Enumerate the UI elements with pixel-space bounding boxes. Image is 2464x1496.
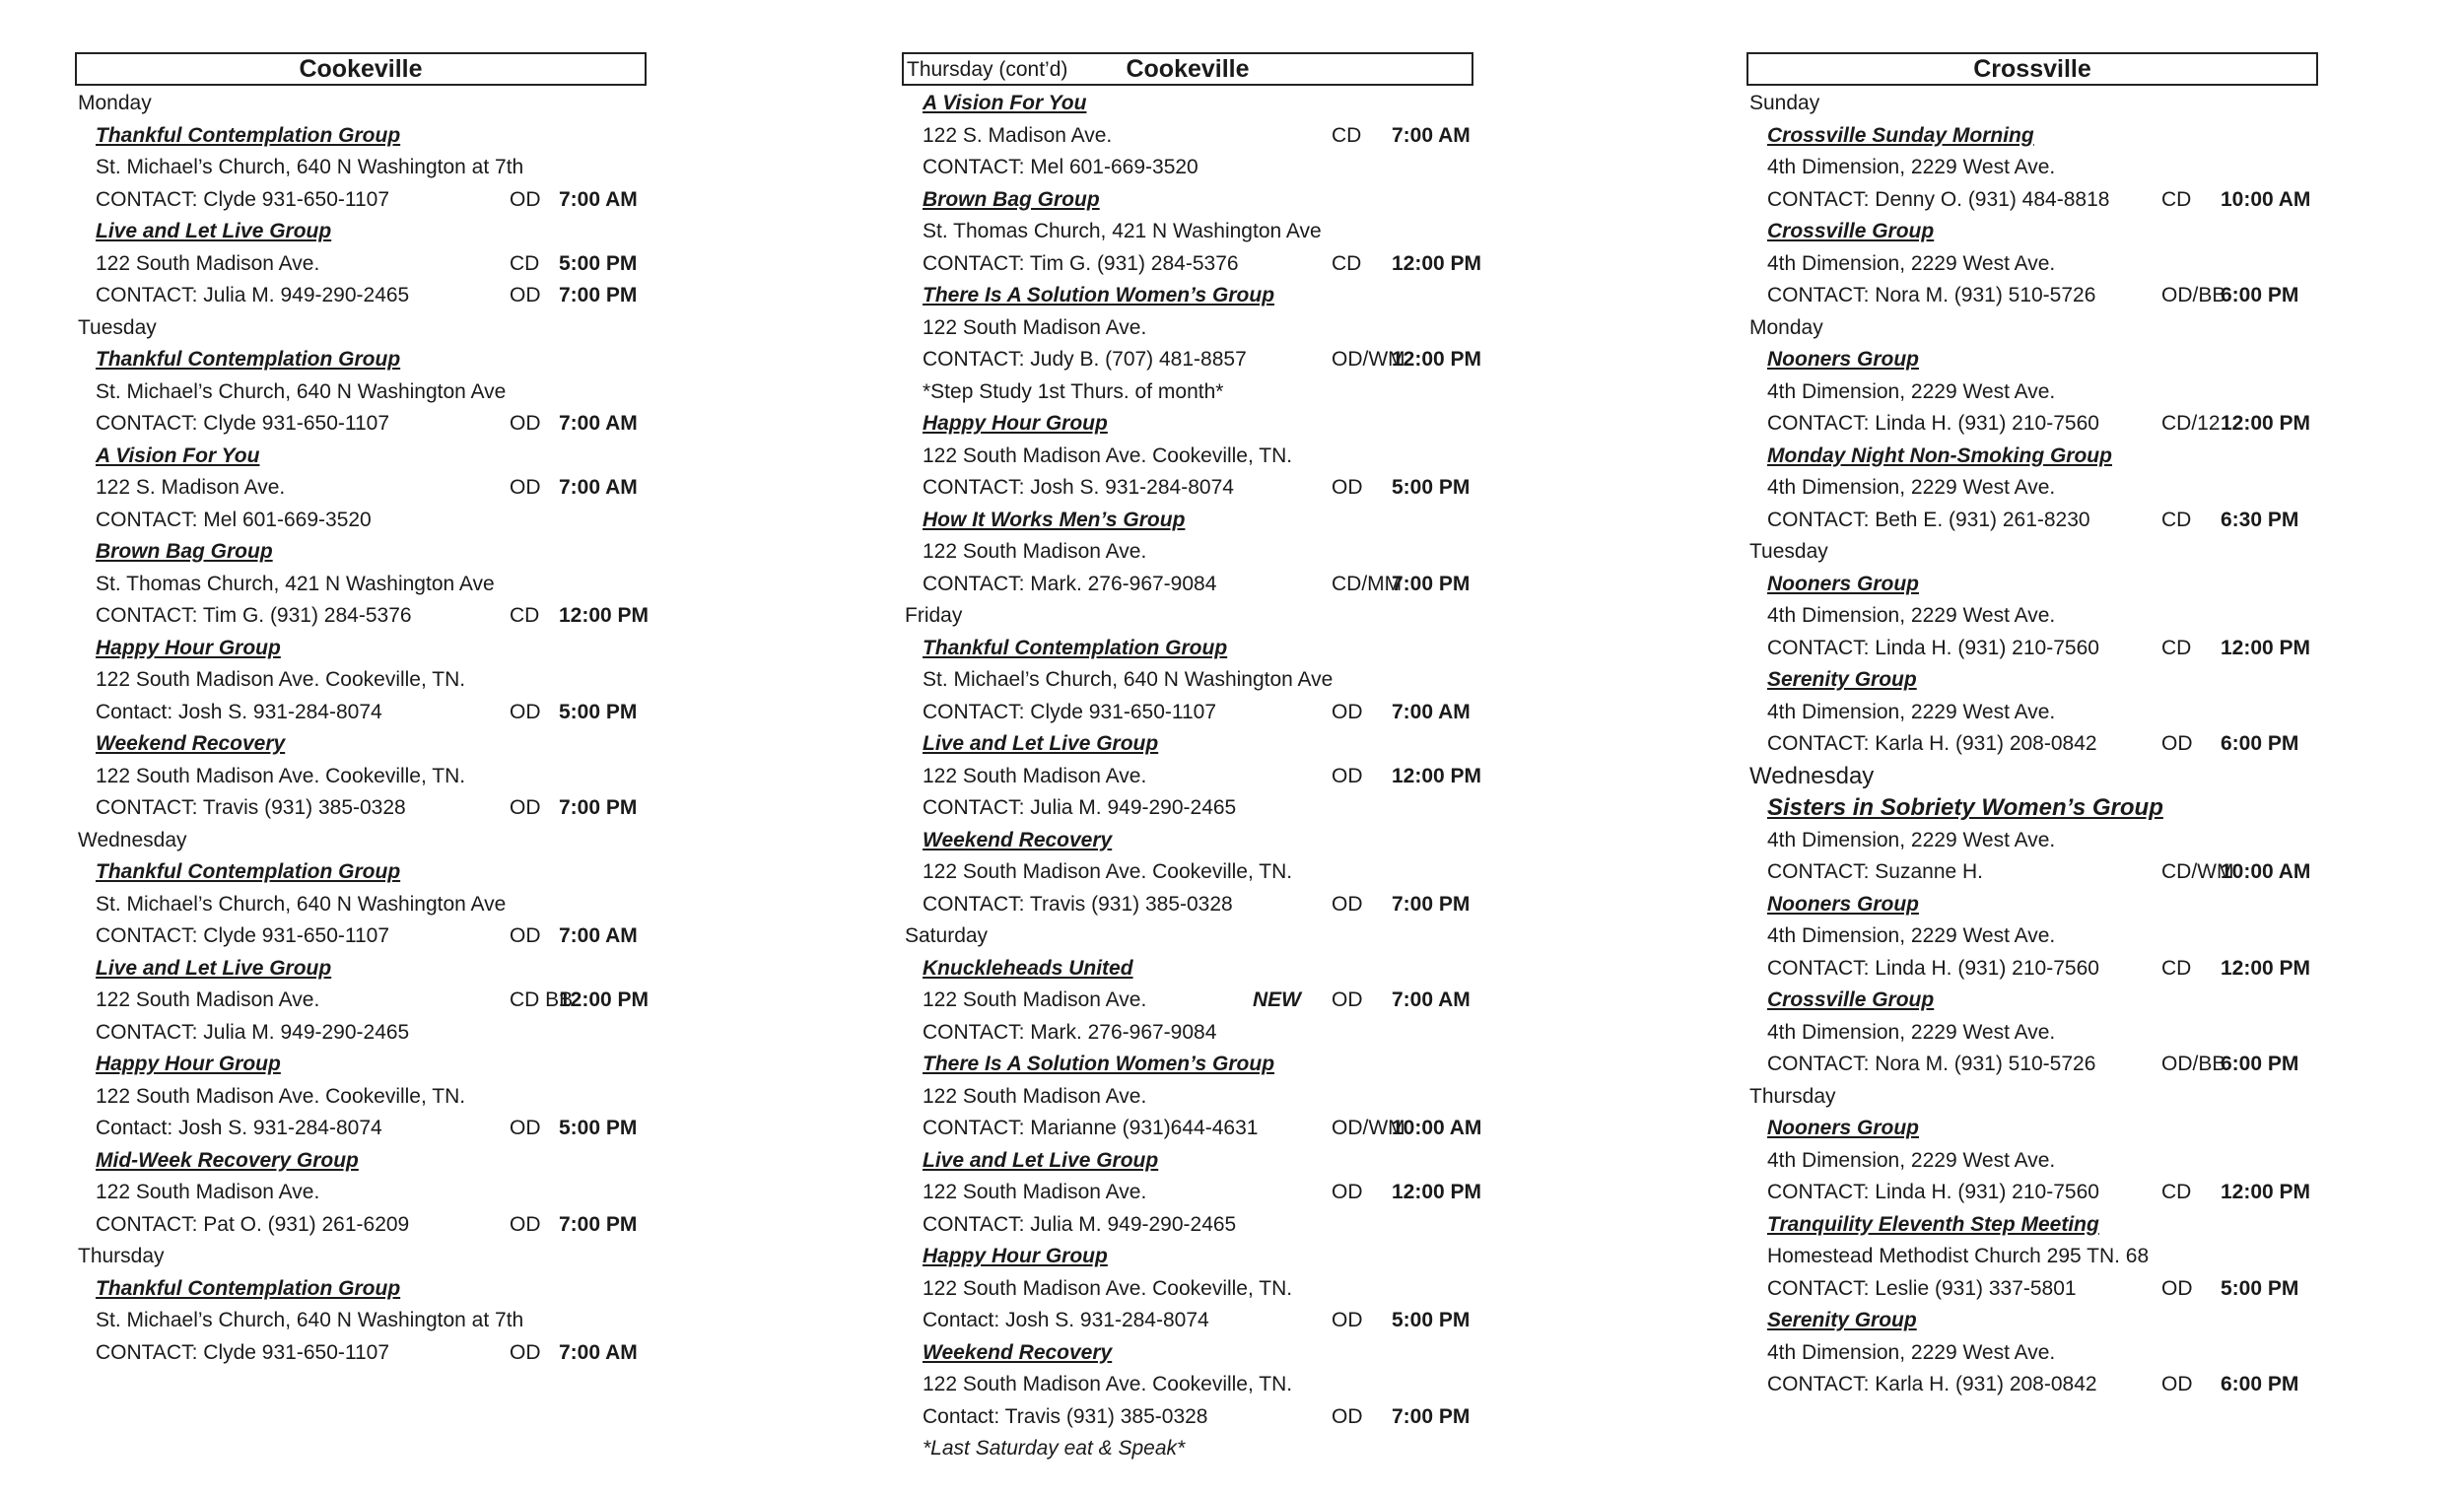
meeting-detail: [923, 761, 1482, 793]
meeting-type: OD: [1332, 1181, 1363, 1203]
group-name: Happy Hour Group: [923, 412, 1108, 435]
meeting-detail: [1767, 633, 2318, 665]
group-name: Knuckleheads United: [923, 956, 1133, 980]
meeting-detail: [923, 569, 1473, 601]
meeting-detail: [923, 536, 1473, 569]
group-name: Live and Let Live Group: [96, 220, 332, 242]
group-name: Weekend Recovery: [923, 1340, 1113, 1364]
day-heading: Tuesday: [78, 315, 157, 339]
meeting-time: 10:00 AM: [2221, 860, 2311, 883]
meeting-detail: [96, 152, 647, 184]
column-header-title: Crossville: [1973, 54, 2091, 83]
detail-text: 122 South Madison Ave.: [96, 251, 320, 275]
meeting-detail: [96, 697, 647, 729]
meeting-detail: [96, 1337, 647, 1370]
detail-text: 4th Dimension, 2229 West Ave.: [1767, 924, 2056, 947]
meeting-detail: [1767, 152, 2318, 184]
meeting-type: OD: [1332, 476, 1363, 499]
meeting-detail: [923, 344, 1482, 376]
detail-text: 122 South Madison Ave. Cookeville, TN.: [96, 764, 466, 787]
meeting-type: OD: [510, 284, 541, 306]
group-name: Thankful Contemplation Group: [923, 636, 1228, 659]
meeting-type: OD: [510, 476, 541, 499]
meeting-time: 7:00 PM: [1392, 572, 1471, 595]
meeting-type: OD: [1332, 700, 1363, 723]
meeting-type: OD: [2161, 1276, 2193, 1300]
meeting-time: 7:00 AM: [1392, 123, 1471, 147]
meeting-time: 7:00 AM: [1392, 988, 1471, 1011]
meeting-time: 7:00 PM: [1392, 892, 1471, 916]
detail-text: St. Michael’s Church, 640 N Washington at 7th: [96, 156, 524, 178]
detail-text: CONTACT: Nora M. (931) 510-5726: [1767, 1053, 2096, 1075]
meeting-type: OD/BB: [2161, 284, 2226, 306]
meeting-detail: [923, 312, 1473, 345]
meeting-time: 7:00 PM: [1392, 1404, 1471, 1428]
meeting-detail: [96, 1017, 647, 1050]
meeting-detail: [923, 664, 1473, 697]
meeting-list: [1746, 88, 2318, 1401]
detail-text: St. Michael’s Church, 640 N Washington at 7th: [96, 1309, 524, 1331]
meeting-detail: [96, 1113, 647, 1145]
detail-text: 4th Dimension, 2229 West Ave.: [1767, 700, 2056, 723]
meeting-detail: [923, 376, 1473, 409]
detail-text: CONTACT: Clyde 931-650-1107: [96, 1340, 390, 1364]
meeting-time: 7:00 AM: [1392, 700, 1471, 723]
detail-text: CONTACT: Denny O. (931) 484-8818: [1767, 187, 2110, 211]
group-name: Crossville Sunday Morning: [1767, 123, 2034, 147]
meeting-type: OD/BB: [2161, 1053, 2226, 1075]
meeting-type: CD/WM: [2161, 860, 2234, 883]
meeting-time: 5:00 PM: [559, 251, 638, 275]
meeting-detail: [1767, 1177, 2318, 1209]
meeting-note: [923, 1433, 1473, 1465]
detail-text: CONTACT: Mark. 276-967-9084: [923, 1020, 1217, 1044]
meeting-detail: [923, 441, 1473, 473]
meeting-time: 10:00 AM: [2221, 187, 2311, 211]
meeting-time: 7:00 AM: [559, 924, 638, 947]
meeting-detail: [96, 408, 647, 441]
meeting-type: OD: [2161, 1373, 2193, 1395]
meeting-type: CD: [510, 604, 540, 627]
meeting-detail: [923, 1369, 1473, 1401]
meeting-list: [75, 88, 650, 1369]
meeting-detail: [923, 856, 1473, 889]
detail-text: CONTACT: Nora M. (931) 510-5726: [1767, 284, 2096, 306]
group-name: Tranquility Eleventh Step Meeting: [1767, 1212, 2099, 1236]
detail-text: CONTACT: Julia M. 949-290-2465: [923, 796, 1237, 819]
detail-text: 4th Dimension, 2229 West Ave.: [1767, 156, 2056, 178]
meeting-detail: [96, 280, 647, 312]
group-name: Monday Night Non-Smoking Group: [1767, 443, 2112, 467]
detail-text: 4th Dimension, 2229 West Ave.: [1767, 476, 2056, 499]
detail-text: 122 South Madison Ave.: [923, 315, 1147, 339]
detail-text: 122 South Madison Ave. Cookeville, TN.: [923, 1276, 1293, 1300]
detail-text: CONTACT: Travis (931) 385-0328: [923, 892, 1233, 916]
detail-text: CONTACT: Mel 601-669-3520: [96, 508, 372, 531]
meeting-time: 5:00 PM: [559, 1117, 638, 1139]
meeting-type: OD: [1332, 1309, 1363, 1331]
detail-text: 122 South Madison Ave. Cookeville, TN.: [96, 668, 466, 691]
meeting-time: 10:00 AM: [1392, 1117, 1482, 1139]
meeting-list: [902, 88, 1482, 1465]
detail-text: CONTACT: Josh S. 931-284-8074: [923, 476, 1234, 499]
group-name: Crossville Group: [1767, 988, 1935, 1011]
detail-text: CONTACT: Tim G. (931) 284-5376: [96, 604, 412, 627]
meeting-type: CD: [2161, 1181, 2192, 1203]
detail-text: St. Thomas Church, 421 N Washington Ave: [923, 220, 1322, 242]
detail-text: 122 South Madison Ave.: [96, 1181, 320, 1203]
meeting-time: 6:00 PM: [2221, 284, 2299, 306]
meeting-detail: [923, 1273, 1473, 1306]
meeting-type: OD: [1332, 1404, 1363, 1428]
column-header: [1746, 52, 2318, 86]
meeting-type: CD: [2161, 636, 2192, 659]
meeting-type: OD: [510, 1212, 541, 1236]
group-name: There Is A Solution Women’s Group: [923, 284, 1275, 306]
meeting-type: OD: [1332, 988, 1363, 1011]
meeting-detail: [923, 792, 1473, 825]
meeting-detail: [1767, 1241, 2318, 1273]
group-name: Nooners Group: [1767, 572, 1920, 595]
meeting-detail: [1767, 184, 2318, 217]
meeting-detail: [96, 985, 650, 1017]
detail-text: CONTACT: Clyde 931-650-1107: [96, 412, 390, 435]
meeting-type: CD: [2161, 508, 2192, 531]
meeting-detail: [923, 1081, 1473, 1114]
meeting-type: OD: [510, 187, 541, 211]
meeting-type: CD/MM: [1332, 572, 1403, 595]
meeting-time: 12:00 PM: [1392, 1181, 1482, 1203]
meeting-time: 7:00 AM: [559, 412, 638, 435]
detail-text: CONTACT: Leslie (931) 337-5801: [1767, 1276, 2077, 1300]
detail-text: St. Michael’s Church, 640 N Washington Ave: [96, 379, 507, 403]
detail-text: 4th Dimension, 2229 West Ave.: [1767, 1148, 2056, 1172]
detail-text: 122 South Madison Ave. Cookeville, TN.: [96, 1084, 466, 1108]
meeting-detail: [1767, 248, 2318, 281]
meeting-detail: [1767, 728, 2318, 761]
detail-text: St. Thomas Church, 421 N Washington Ave: [96, 572, 495, 595]
group-name: Thankful Contemplation Group: [96, 860, 401, 883]
column-header-title: Cookeville: [1126, 54, 1250, 83]
group-name: Sisters in Sobriety Women’s Group: [1767, 794, 2163, 821]
group-name: There Is A Solution Women’s Group: [923, 1053, 1275, 1075]
meeting-detail: [1767, 920, 2318, 953]
detail-text: *Last Saturday eat & Speak*: [923, 1437, 1186, 1460]
meeting-type: OD: [1332, 764, 1363, 787]
meeting-time: 12:00 PM: [1392, 348, 1482, 371]
detail-text: 4th Dimension, 2229 West Ave.: [1767, 251, 2056, 275]
detail-text: CONTACT: Karla H. (931) 208-0842: [1767, 1373, 2097, 1395]
column-header: [902, 52, 1473, 86]
meeting-detail: [923, 889, 1473, 921]
group-name: Brown Bag Group: [96, 540, 273, 563]
meeting-detail: [923, 248, 1482, 281]
detail-text: 122 South Madison Ave.: [923, 1181, 1147, 1203]
meeting-type: CD: [2161, 187, 2192, 211]
meeting-detail: [1767, 1049, 2318, 1081]
detail-text: 122 South Madison Ave.: [923, 764, 1147, 787]
day-heading: Saturday: [905, 924, 989, 947]
meeting-detail: [96, 1209, 647, 1242]
meeting-time: 12:00 PM: [2221, 636, 2311, 659]
detail-text: CONTACT: Linda H. (931) 210-7560: [1767, 956, 2099, 980]
meeting-detail: [1767, 280, 2318, 312]
meeting-detail: [96, 248, 647, 281]
detail-text: 4th Dimension, 2229 West Ave.: [1767, 379, 2056, 403]
meeting-type: CD: [1332, 123, 1362, 147]
detail-text: CONTACT: Beth E. (931) 261-8230: [1767, 508, 2090, 531]
meeting-detail: [96, 600, 650, 633]
group-name: Brown Bag Group: [923, 187, 1100, 211]
meeting-detail: [96, 505, 647, 537]
detail-text: CONTACT: Clyde 931-650-1107: [923, 700, 1217, 723]
meeting-detail: [96, 376, 647, 409]
day-heading: Wednesday: [1749, 762, 1875, 789]
detail-text: Contact: Josh S. 931-284-8074: [96, 700, 382, 723]
meeting-detail: [96, 1305, 647, 1337]
detail-text: CONTACT: Mark. 276-967-9084: [923, 572, 1217, 595]
meeting-time: 12:00 PM: [1392, 251, 1482, 275]
group-name: Thankful Contemplation Group: [96, 1276, 401, 1300]
meeting-time: 5:00 PM: [1392, 1309, 1471, 1331]
meeting-detail: [1767, 505, 2318, 537]
detail-text: 4th Dimension, 2229 West Ave.: [1767, 604, 2056, 627]
detail-text: 4th Dimension, 2229 West Ave.: [1767, 1340, 2056, 1364]
detail-text: 122 South Madison Ave.: [923, 1084, 1147, 1108]
group-name: Serenity Group: [1767, 1309, 1917, 1331]
meeting-type: OD: [510, 1117, 541, 1139]
detail-text: CONTACT: Travis (931) 385-0328: [96, 796, 406, 819]
meeting-time: 7:00 AM: [559, 187, 638, 211]
group-name: Nooners Group: [1767, 348, 1920, 371]
meeting-detail: [96, 569, 647, 601]
detail-text: St. Michael’s Church, 640 N Washington Ave: [923, 668, 1334, 691]
meeting-time: 12:00 PM: [559, 604, 650, 627]
group-name: Nooners Group: [1767, 1117, 1920, 1139]
detail-text: Homestead Methodist Church 295 TN. 68: [1767, 1245, 2150, 1267]
meeting-type: OD: [1332, 892, 1363, 916]
meeting-time: 12:00 PM: [559, 988, 650, 1011]
meeting-detail: [923, 152, 1473, 184]
group-name: Happy Hour Group: [923, 1245, 1108, 1267]
meeting-time: 6:00 PM: [2221, 732, 2299, 755]
meeting-detail: [1767, 825, 2318, 857]
meeting-detail: [1767, 376, 2318, 409]
meeting-type: OD: [510, 700, 541, 723]
detail-text: Contact: Josh S. 931-284-8074: [96, 1117, 382, 1139]
meeting-detail: [1767, 408, 2318, 441]
meeting-type: CD/12: [2161, 412, 2221, 435]
meeting-time: 6:00 PM: [2221, 1373, 2299, 1395]
meeting-detail: [923, 985, 1473, 1017]
meeting-detail: [923, 697, 1473, 729]
detail-text: 122 S. Madison Ave.: [96, 476, 286, 499]
detail-text: CONTACT: Linda H. (931) 210-7560: [1767, 412, 2099, 435]
schedule-column-cookeville: [75, 52, 650, 1369]
detail-text: 122 South Madison Ave. Cookeville, TN.: [923, 443, 1293, 467]
group-name: How It Works Men’s Group: [923, 508, 1186, 531]
meeting-detail: [1767, 856, 2318, 889]
group-name: Crossville Group: [1767, 220, 1935, 242]
detail-text: CONTACT: Linda H. (931) 210-7560: [1767, 636, 2099, 659]
group-name: Weekend Recovery: [96, 732, 286, 755]
group-name: Live and Let Live Group: [96, 956, 332, 980]
detail-text: 122 South Madison Ave. Cookeville, TN.: [923, 860, 1293, 883]
meeting-detail: [96, 889, 647, 921]
meeting-time: 6:00 PM: [2221, 1053, 2299, 1075]
meeting-type: OD: [510, 924, 541, 947]
meeting-detail: [96, 1081, 647, 1114]
meeting-time: 12:00 PM: [2221, 1181, 2311, 1203]
meeting-detail: [1767, 472, 2318, 505]
meeting-detail: [923, 216, 1473, 248]
group-name: Live and Let Live Group: [923, 732, 1159, 755]
meeting-time: 12:00 PM: [1392, 764, 1482, 787]
meeting-time: 7:00 PM: [559, 284, 638, 306]
meeting-time: 7:00 PM: [559, 796, 638, 819]
group-name: Thankful Contemplation Group: [96, 123, 401, 147]
meeting-time: 7:00 AM: [559, 1340, 638, 1364]
detail-text: Contact: Travis (931) 385-0328: [923, 1404, 1208, 1428]
new-badge: NEW: [1253, 988, 1301, 1011]
meeting-detail: [923, 472, 1473, 505]
group-name: Thankful Contemplation Group: [96, 348, 401, 371]
detail-text: *Step Study 1st Thurs. of month*: [923, 379, 1224, 403]
meeting-detail: [96, 792, 647, 825]
detail-text: 4th Dimension, 2229 West Ave.: [1767, 1020, 2056, 1044]
meeting-time: 7:00 PM: [559, 1212, 638, 1236]
meeting-type: CD BB: [510, 988, 574, 1011]
detail-text: CONTACT: Clyde 931-650-1107: [96, 187, 390, 211]
meeting-detail: [923, 1401, 1473, 1434]
meeting-type: CD: [510, 251, 540, 275]
meeting-detail: [1767, 1273, 2318, 1306]
meeting-detail: [96, 184, 647, 217]
meeting-type: OD: [510, 412, 541, 435]
meeting-detail: [1767, 697, 2318, 729]
detail-text: CONTACT: Julia M. 949-290-2465: [96, 284, 410, 306]
detail-text: CONTACT: Judy B. (707) 481-8857: [923, 348, 1247, 371]
detail-text: 122 S. Madison Ave.: [923, 123, 1113, 147]
detail-text: CONTACT: Julia M. 949-290-2465: [923, 1212, 1237, 1236]
detail-text: 122 South Madison Ave.: [923, 988, 1147, 1011]
group-name: Live and Let Live Group: [923, 1148, 1159, 1172]
detail-text: CONTACT: Pat O. (931) 261-6209: [96, 1212, 410, 1236]
meeting-detail: [1767, 1337, 2318, 1370]
group-name: Happy Hour Group: [96, 636, 281, 659]
meeting-detail: [923, 1209, 1473, 1242]
column-header-prefix: Thursday (cont’d): [907, 58, 1068, 81]
meeting-detail: [1767, 1145, 2318, 1178]
day-heading: Thursday: [78, 1245, 165, 1267]
group-name: Nooners Group: [1767, 892, 1920, 916]
day-heading: Thursday: [1749, 1084, 1836, 1108]
group-name: Happy Hour Group: [96, 1053, 281, 1075]
detail-text: Contact: Josh S. 931-284-8074: [923, 1309, 1209, 1331]
detail-text: 4th Dimension, 2229 West Ave.: [1767, 828, 2056, 851]
meeting-detail: [923, 120, 1473, 153]
meeting-type: CD: [1332, 251, 1362, 275]
detail-text: CONTACT: Tim G. (931) 284-5376: [923, 251, 1239, 275]
meeting-time: 5:00 PM: [1392, 476, 1471, 499]
detail-text: CONTACT: Karla H. (931) 208-0842: [1767, 732, 2097, 755]
meeting-detail: [1767, 1017, 2318, 1050]
detail-text: CONTACT: Mel 601-669-3520: [923, 156, 1198, 178]
meeting-type: OD/WM: [1332, 348, 1405, 371]
meeting-detail: [96, 472, 647, 505]
detail-text: CONTACT: Linda H. (931) 210-7560: [1767, 1181, 2099, 1203]
detail-text: CONTACT: Julia M. 949-290-2465: [96, 1020, 410, 1044]
day-heading: Tuesday: [1749, 540, 1828, 563]
meeting-detail: [96, 1177, 647, 1209]
meeting-detail: [96, 761, 647, 793]
schedule-column-cookeville-contd: [902, 52, 1482, 1465]
group-name: A Vision For You: [96, 443, 260, 467]
meeting-time: 5:00 PM: [559, 700, 638, 723]
group-name: Serenity Group: [1767, 668, 1917, 691]
schedule-column-crossville: [1746, 52, 2318, 1401]
detail-text: 122 South Madison Ave. Cookeville, TN.: [923, 1373, 1293, 1395]
detail-text: CONTACT: Suzanne H.: [1767, 860, 1984, 883]
group-name: A Vision For You: [923, 92, 1087, 114]
meeting-type: OD: [2161, 732, 2193, 755]
day-heading: Monday: [1749, 315, 1823, 339]
detail-text: 122 South Madison Ave.: [923, 540, 1147, 563]
meeting-time: 6:30 PM: [2221, 508, 2299, 531]
meeting-type: OD: [510, 796, 541, 819]
day-heading: Wednesday: [78, 828, 187, 851]
day-heading: Sunday: [1749, 92, 1820, 114]
meeting-time: 5:00 PM: [2221, 1276, 2299, 1300]
detail-text: St. Michael’s Church, 640 N Washington Ave: [96, 892, 507, 916]
meeting-detail: [96, 664, 647, 697]
meeting-detail: [96, 920, 647, 953]
meeting-time: 7:00 AM: [559, 476, 638, 499]
detail-text: CONTACT: Marianne (931)644-4631: [923, 1117, 1259, 1139]
detail-text: CONTACT: Clyde 931-650-1107: [96, 924, 390, 947]
column-header-title: Cookeville: [299, 54, 423, 83]
meeting-time: 12:00 PM: [2221, 956, 2311, 980]
meeting-type: OD: [510, 1340, 541, 1364]
group-name: Mid-Week Recovery Group: [96, 1148, 359, 1172]
day-heading: Friday: [905, 604, 963, 627]
meeting-detail: [1767, 1369, 2318, 1401]
group-name: Weekend Recovery: [923, 828, 1113, 851]
meeting-detail: [1767, 600, 2318, 633]
meeting-detail: [923, 1177, 1482, 1209]
meeting-detail: [923, 1017, 1473, 1050]
meeting-detail: [923, 1305, 1473, 1337]
meeting-time: 12:00 PM: [2221, 412, 2311, 435]
column-header: [75, 52, 647, 86]
meeting-detail: [923, 1113, 1482, 1145]
day-heading: Monday: [78, 92, 152, 114]
meeting-type: CD: [2161, 956, 2192, 980]
detail-text: 122 South Madison Ave.: [96, 988, 320, 1011]
meeting-type: OD/WM: [1332, 1117, 1405, 1139]
meeting-detail: [1767, 953, 2318, 986]
